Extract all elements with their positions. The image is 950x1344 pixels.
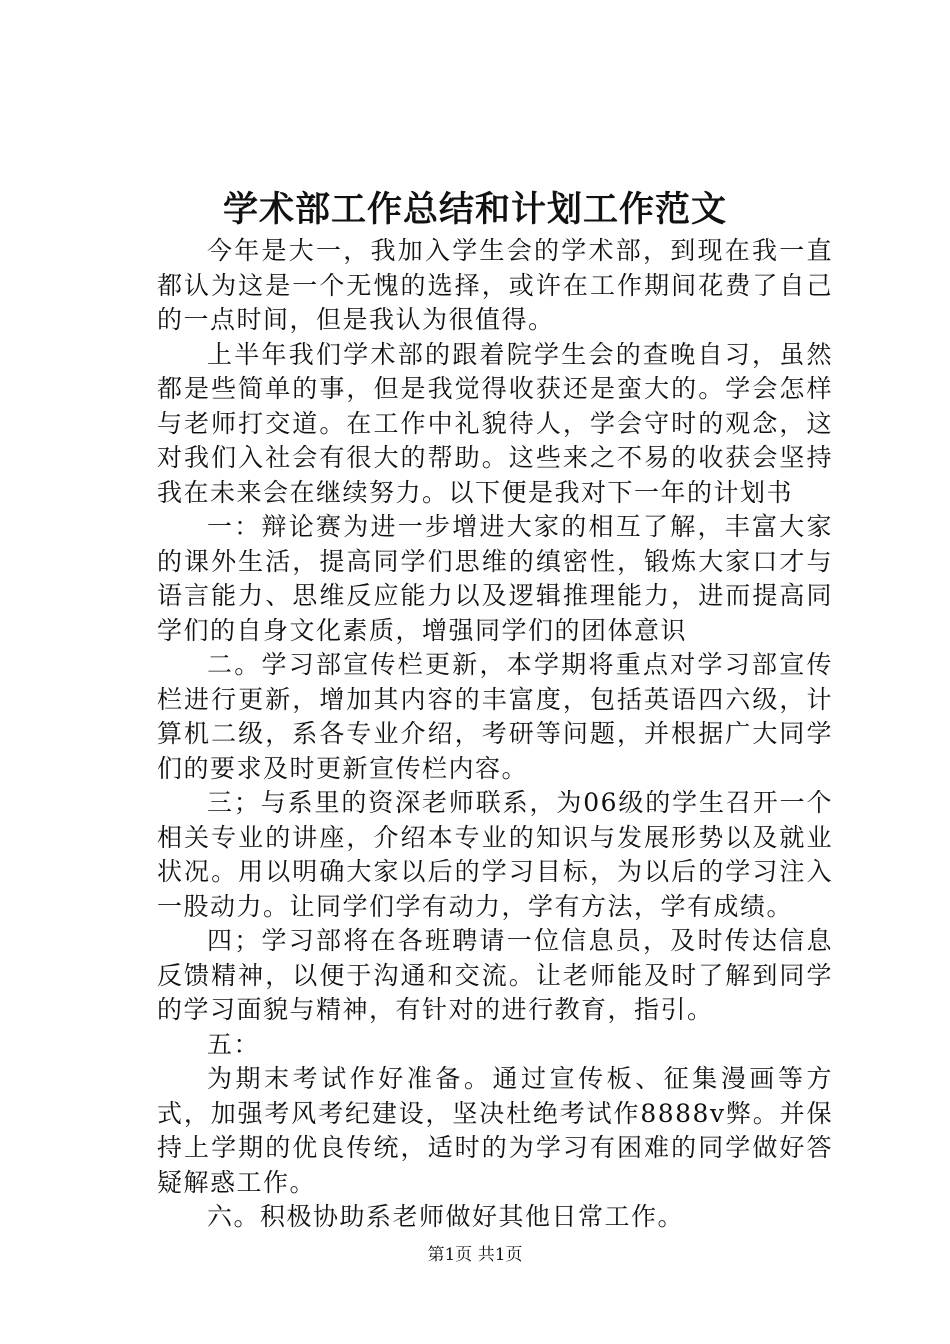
document-title: 学术部工作总结和计划工作范文	[222, 189, 727, 230]
paragraph-plan-item-3: 三；与系里的资深老师联系，为06级的学生召开一个相关专业的讲座，介绍本专业的知识与发展形势以及就业状况。用以明确大家以后的学习目标，为以后的学习注入一股动力。让同学们学有动力，学有方法，学有成绩。	[157, 788, 833, 921]
document-body	[157, 234, 833, 1235]
paragraph-plan-item-1: 一：辩论赛为进一步增进大家的相互了解，丰富大家的课外生活，提高同学们思维的缜密性，锻炼大家口才与语言能力、思维反应能力以及逻辑推理能力，进而提高同学们的自身文化素质，增强同学们的团体意识	[157, 512, 833, 645]
paragraph-plan-item-6: 六。积极协助系老师做好其他日常工作。	[207, 1202, 685, 1231]
paragraph-plan-item-5-body: 为期末考试作好准备。通过宣传板、征集漫画等方式，加强考风考纪建设，坚决杜绝考试作8888v弊。并保持上学期的优良传统，适时的为学习有困难的同学做好答疑解惑工作。	[157, 1064, 833, 1197]
page-footer: 第1页 共1页	[427, 1245, 523, 1265]
paragraph-plan-item-4: 四；学习部将在各班聘请一位信息员，及时传达信息反馈精神，以便于沟通和交流。让老师能及时了解到同学的学习面貌与精神，有针对的进行教育，指引。	[157, 926, 833, 1024]
paragraph-intro: 今年是大一，我加入学生会的学术部，到现在我一直都认为这是一个无愧的选择，或许在工作期间花费了自己的一点时间，但是我认为很值得。	[157, 236, 833, 334]
paragraph-plan-item-5-heading: 五：	[207, 1029, 261, 1059]
paragraph-first-half-year: 上半年我们学术部的跟着院学生会的查晚自习，虽然都是些简单的事，但是我觉得收获还是蛮大的。学会怎样与老师打交道。在工作中礼貌待人，学会守时的观念，这对我们入社会有很大的帮助。这些来之不易的收获会坚持我在未来会在继续努力。以下便是我对下一年的计划书	[157, 339, 833, 507]
paragraph-plan-item-2: 二。学习部宣传栏更新，本学期将重点对学习部宣传栏进行更新，增加其内容的丰富度，包括英语四六级，计算机二级，系各专业介绍，考研等问题，并根据广大同学们的要求及时更新宣传栏内容。	[157, 650, 833, 783]
